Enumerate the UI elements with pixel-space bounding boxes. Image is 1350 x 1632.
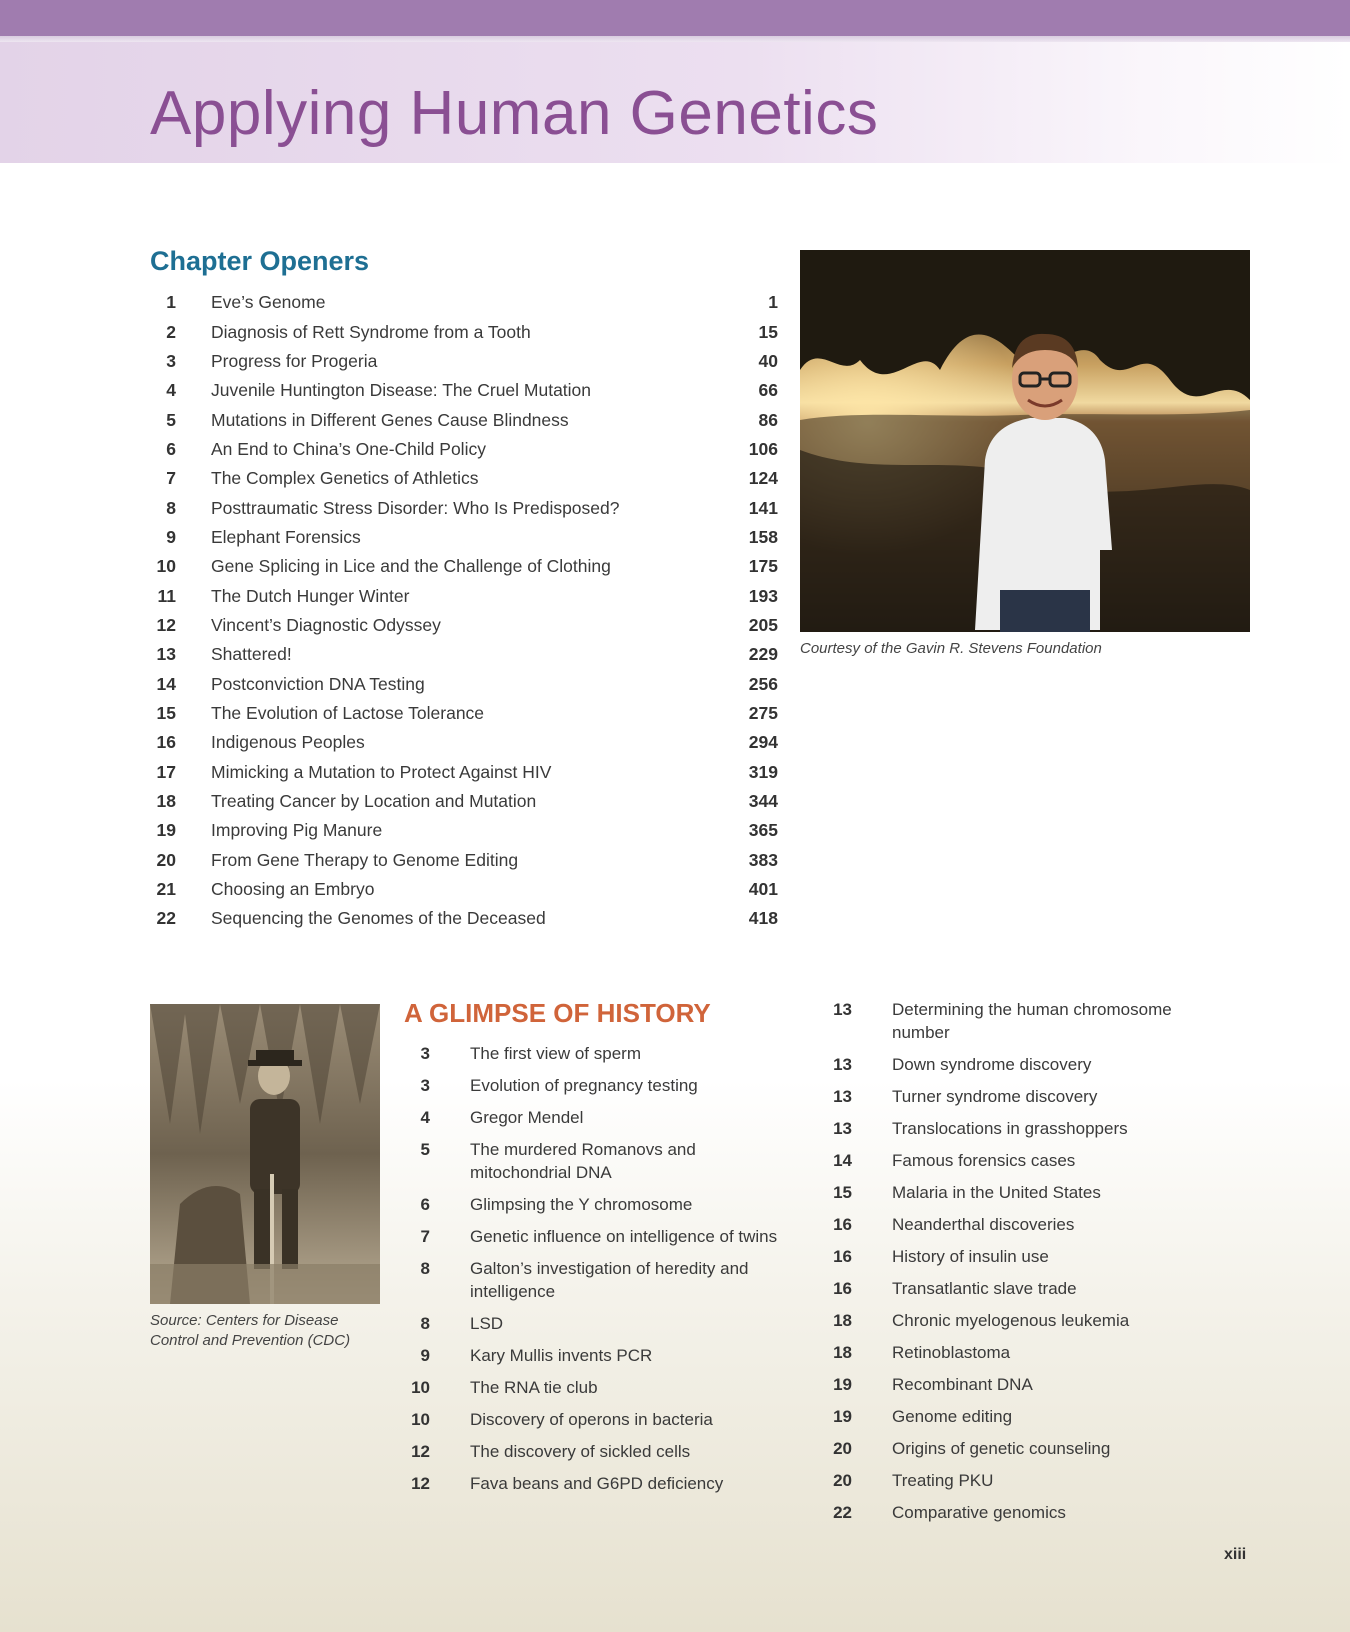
history-list-item xyxy=(826,1437,1226,1460)
chapter-number: 16 xyxy=(833,1279,852,1298)
chapter-number: 18 xyxy=(156,791,176,812)
history-list-item xyxy=(826,1341,1226,1364)
chapter-number: 19 xyxy=(833,1407,852,1426)
history-item-title: The murdered Romanovs and mitochondrial DNA xyxy=(470,1140,696,1182)
page-reference: 365 xyxy=(748,820,778,841)
chapter-number: 18 xyxy=(833,1311,852,1330)
history-list-item xyxy=(826,1053,1226,1076)
chapter-number: 10 xyxy=(411,1378,430,1397)
history-list-item xyxy=(404,1193,789,1216)
history-item-title: Origins of genetic counseling xyxy=(892,1439,1111,1458)
history-list-item xyxy=(826,1277,1226,1300)
history-list-item xyxy=(404,1472,789,1495)
chapter-number: 12 xyxy=(156,614,176,635)
chapter-number: 4 xyxy=(166,380,176,401)
chapter-number: 19 xyxy=(156,820,176,841)
chapter-opener-row xyxy=(150,317,778,346)
chapter-opener-title: Choosing an Embryo xyxy=(211,879,375,900)
chapter-number: 16 xyxy=(156,732,176,753)
page-reference: 40 xyxy=(758,350,778,371)
history-item-title: Fava beans and G6PD deficiency xyxy=(470,1474,724,1493)
page-reference: 205 xyxy=(748,614,778,635)
chapter-opener-row xyxy=(150,816,778,845)
page-reference: 106 xyxy=(748,438,778,459)
chapter-opener-row xyxy=(150,640,778,669)
chapter-opener-row xyxy=(150,875,778,904)
history-item-title: Turner syndrome discovery xyxy=(892,1087,1098,1106)
chapter-number: 13 xyxy=(156,644,176,665)
history-item-title: Determining the human chromosome number xyxy=(892,1000,1172,1042)
chapter-number: 22 xyxy=(833,1503,852,1522)
chapter-number: 15 xyxy=(156,702,176,723)
history-list-item xyxy=(826,998,1226,1044)
history-list-item xyxy=(404,1138,789,1184)
chapter-opener-title: Juvenile Huntington Disease: The Cruel Mutation xyxy=(211,380,592,401)
chapter-number: 16 xyxy=(833,1247,852,1266)
chapter-opener-row xyxy=(150,523,778,552)
chapter-opener-row xyxy=(150,581,778,610)
page-reference: 175 xyxy=(748,556,778,577)
chapter-opener-row xyxy=(150,787,778,816)
chapter-number: 5 xyxy=(166,409,176,430)
boy-photo-caption: Courtesy of the Gavin R. Stevens Foundation xyxy=(800,640,1102,657)
page-title: Applying Human Genetics xyxy=(150,79,879,148)
history-list-item xyxy=(404,1440,789,1463)
chapter-opener-title: Improving Pig Manure xyxy=(211,820,383,841)
history-item-title: Glimpsing the Y chromosome xyxy=(470,1195,693,1214)
chapter-number: 7 xyxy=(420,1227,430,1246)
history-item-title: The discovery of sickled cells xyxy=(470,1442,691,1461)
chapter-number: 2 xyxy=(166,321,176,342)
chapter-number: 13 xyxy=(833,1087,852,1106)
chapter-number: 20 xyxy=(833,1471,852,1490)
history-list-item xyxy=(826,1117,1226,1140)
page-reference: 66 xyxy=(758,380,778,401)
chapter-number: 6 xyxy=(420,1195,430,1214)
history-item-title: History of insulin use xyxy=(892,1247,1049,1266)
history-list-item xyxy=(404,1408,789,1431)
page-reference: 294 xyxy=(748,732,778,753)
history-item-title: Recombinant DNA xyxy=(892,1375,1033,1394)
history-list-item xyxy=(826,1245,1226,1268)
page-number: xiii xyxy=(1224,1546,1247,1563)
history-item-title: The first view of sperm xyxy=(470,1044,641,1063)
history-item-title: Kary Mullis invents PCR xyxy=(470,1346,653,1365)
chapter-number: 10 xyxy=(156,556,176,577)
page-reference: 86 xyxy=(758,409,778,430)
chapter-number: 8 xyxy=(166,497,176,518)
chapter-number: 9 xyxy=(166,526,176,547)
chapter-opener-row xyxy=(150,464,778,493)
history-list-item xyxy=(404,1344,789,1367)
chapter-opener-row xyxy=(150,846,778,875)
chapter-number: 20 xyxy=(833,1439,852,1458)
history-list-item xyxy=(826,1149,1226,1172)
history-item-title: Comparative genomics xyxy=(892,1503,1066,1522)
chapter-opener-title: The Evolution of Lactose Tolerance xyxy=(211,702,485,723)
chapter-opener-row xyxy=(150,288,778,317)
history-item-title: Famous forensics cases xyxy=(892,1151,1076,1170)
page-reference: 15 xyxy=(758,321,778,342)
history-list-item xyxy=(404,1312,789,1335)
history-list-item xyxy=(826,1213,1226,1236)
page-reference: 256 xyxy=(748,673,778,694)
chapter-opener-title: The Complex Genetics of Athletics xyxy=(211,468,479,489)
history-list-item xyxy=(404,1074,789,1097)
history-list-item xyxy=(826,1501,1226,1524)
chapter-number: 13 xyxy=(833,1000,852,1019)
chapter-number: 3 xyxy=(420,1044,430,1063)
chapter-opener-title: Mimicking a Mutation to Protect Against HIV xyxy=(211,761,552,782)
chapter-openers-list xyxy=(150,288,778,934)
chapter-opener-row xyxy=(150,493,778,522)
page-reference: 418 xyxy=(748,908,778,929)
history-item-title: Neanderthal discoveries xyxy=(892,1215,1075,1234)
history-item-title: Evolution of pregnancy testing xyxy=(470,1076,698,1095)
historical-photo xyxy=(150,1004,380,1304)
chapter-number: 6 xyxy=(166,438,176,459)
chapter-opener-row xyxy=(150,405,778,434)
history-item-title: Down syndrome discovery xyxy=(892,1055,1092,1074)
history-list-item xyxy=(404,1376,789,1399)
page-reference: 319 xyxy=(748,761,778,782)
history-item-title: Discovery of operons in bacteria xyxy=(470,1410,713,1429)
chapter-number: 8 xyxy=(420,1259,430,1278)
page-reference: 229 xyxy=(748,644,778,665)
chapter-opener-row xyxy=(150,611,778,640)
top-color-bar xyxy=(0,0,1350,36)
chapter-opener-row xyxy=(150,552,778,581)
history-list-item xyxy=(826,1405,1226,1428)
chapter-number: 19 xyxy=(833,1375,852,1394)
glimpse-list-left xyxy=(404,1042,789,1504)
chapter-opener-title: Posttraumatic Stress Disorder: Who Is Predisposed? xyxy=(211,497,620,518)
chapter-opener-title: The Dutch Hunger Winter xyxy=(211,585,410,606)
chapter-number: 17 xyxy=(156,761,176,782)
chapter-opener-title: Shattered! xyxy=(211,644,292,665)
chapter-number: 5 xyxy=(420,1140,430,1159)
history-item-title: Treating PKU xyxy=(892,1471,994,1490)
page-reference: 383 xyxy=(748,849,778,870)
page-reference: 141 xyxy=(748,497,778,518)
page-reference: 193 xyxy=(748,585,778,606)
chapter-opener-title: Elephant Forensics xyxy=(211,526,361,547)
history-list-item xyxy=(404,1257,789,1303)
chapter-opener-row xyxy=(150,669,778,698)
glimpse-of-history-heading: A GLIMPSE OF HISTORY xyxy=(404,998,711,1028)
page-reference: 401 xyxy=(748,879,778,900)
chapter-number: 3 xyxy=(420,1076,430,1095)
chapter-opener-row xyxy=(150,904,778,933)
chapter-opener-title: Diagnosis of Rett Syndrome from a Tooth xyxy=(211,321,531,342)
chapter-opener-title: Eve’s Genome xyxy=(211,292,326,313)
chapter-opener-title: Progress for Progeria xyxy=(211,350,378,371)
chapter-opener-row xyxy=(150,376,778,405)
chapter-number: 9 xyxy=(420,1346,430,1365)
history-item-title: Genome editing xyxy=(892,1407,1013,1426)
history-item-title: Galton’s investigation of heredity and intelligence xyxy=(470,1259,749,1301)
chapter-opener-title: Sequencing the Genomes of the Deceased xyxy=(211,908,546,929)
history-item-title: The RNA tie club xyxy=(470,1378,598,1397)
chapter-openers-heading: Chapter Openers xyxy=(150,246,370,276)
chapter-number: 4 xyxy=(420,1108,430,1127)
chapter-number: 13 xyxy=(833,1055,852,1074)
page-reference: 1 xyxy=(768,292,778,313)
chapter-number: 20 xyxy=(156,849,176,870)
chapter-opener-title: From Gene Therapy to Genome Editing xyxy=(211,849,519,870)
chapter-opener-row xyxy=(150,435,778,464)
chapter-opener-row xyxy=(150,699,778,728)
chapter-number: 15 xyxy=(833,1183,852,1202)
chapter-opener-title: Gene Splicing in Lice and the Challenge of Clothing xyxy=(211,556,611,577)
chapter-number: 11 xyxy=(157,585,176,606)
page-reference: 158 xyxy=(748,526,778,547)
chapter-opener-title: Treating Cancer by Location and Mutation xyxy=(211,791,537,812)
history-list-item xyxy=(826,1469,1226,1492)
chapter-number: 18 xyxy=(833,1343,852,1362)
page-reference: 124 xyxy=(748,468,778,489)
history-item-title: Genetic influence on intelligence of twins xyxy=(470,1227,778,1246)
chapter-opener-title: Vincent’s Diagnostic Odyssey xyxy=(211,614,441,635)
history-list-item xyxy=(826,1085,1226,1108)
history-list-item xyxy=(404,1225,789,1248)
boy-by-lake-photo xyxy=(800,250,1250,632)
chapter-number: 16 xyxy=(833,1215,852,1234)
chapter-number: 22 xyxy=(156,908,176,929)
chapter-opener-row xyxy=(150,728,778,757)
chapter-number: 10 xyxy=(411,1410,430,1429)
chapter-number: 8 xyxy=(420,1314,430,1333)
history-item-title: Retinoblastoma xyxy=(892,1343,1011,1362)
history-list-item xyxy=(404,1106,789,1129)
chapter-number: 1 xyxy=(166,292,176,313)
page-reference: 275 xyxy=(748,702,778,723)
history-list-item xyxy=(404,1042,789,1065)
history-list-item xyxy=(826,1373,1226,1396)
chapter-opener-row xyxy=(150,347,778,376)
history-item-title: Transatlantic slave trade xyxy=(892,1279,1077,1298)
chapter-opener-title: Postconviction DNA Testing xyxy=(211,673,425,694)
history-item-title: Gregor Mendel xyxy=(470,1108,584,1127)
chapter-number: 12 xyxy=(411,1474,430,1493)
chapter-number: 14 xyxy=(833,1151,852,1170)
chapter-opener-title: Mutations in Different Genes Cause Blindness xyxy=(211,409,569,430)
chapter-number: 13 xyxy=(833,1119,852,1138)
history-item-title: LSD xyxy=(470,1314,504,1333)
history-list-item xyxy=(826,1309,1226,1332)
page-reference: 344 xyxy=(748,791,778,812)
chapter-number: 21 xyxy=(156,879,176,900)
chapter-number: 12 xyxy=(411,1442,430,1461)
chapter-opener-title: An End to China’s One-Child Policy xyxy=(211,438,486,459)
historical-photo-caption: Source: Centers for Disease Control and Prevention (CDC) xyxy=(150,1312,351,1349)
chapter-opener-row xyxy=(150,758,778,787)
history-item-title: Chronic myelogenous leukemia xyxy=(892,1311,1130,1330)
chapter-opener-title: Indigenous Peoples xyxy=(211,732,365,753)
history-item-title: Translocations in grasshoppers xyxy=(892,1119,1128,1138)
history-list-item xyxy=(826,1181,1226,1204)
glimpse-list-right xyxy=(826,998,1226,1533)
chapter-number: 14 xyxy=(156,673,176,694)
history-item-title: Malaria in the United States xyxy=(892,1183,1101,1202)
chapter-number: 7 xyxy=(166,468,176,489)
chapter-number: 3 xyxy=(166,350,176,371)
